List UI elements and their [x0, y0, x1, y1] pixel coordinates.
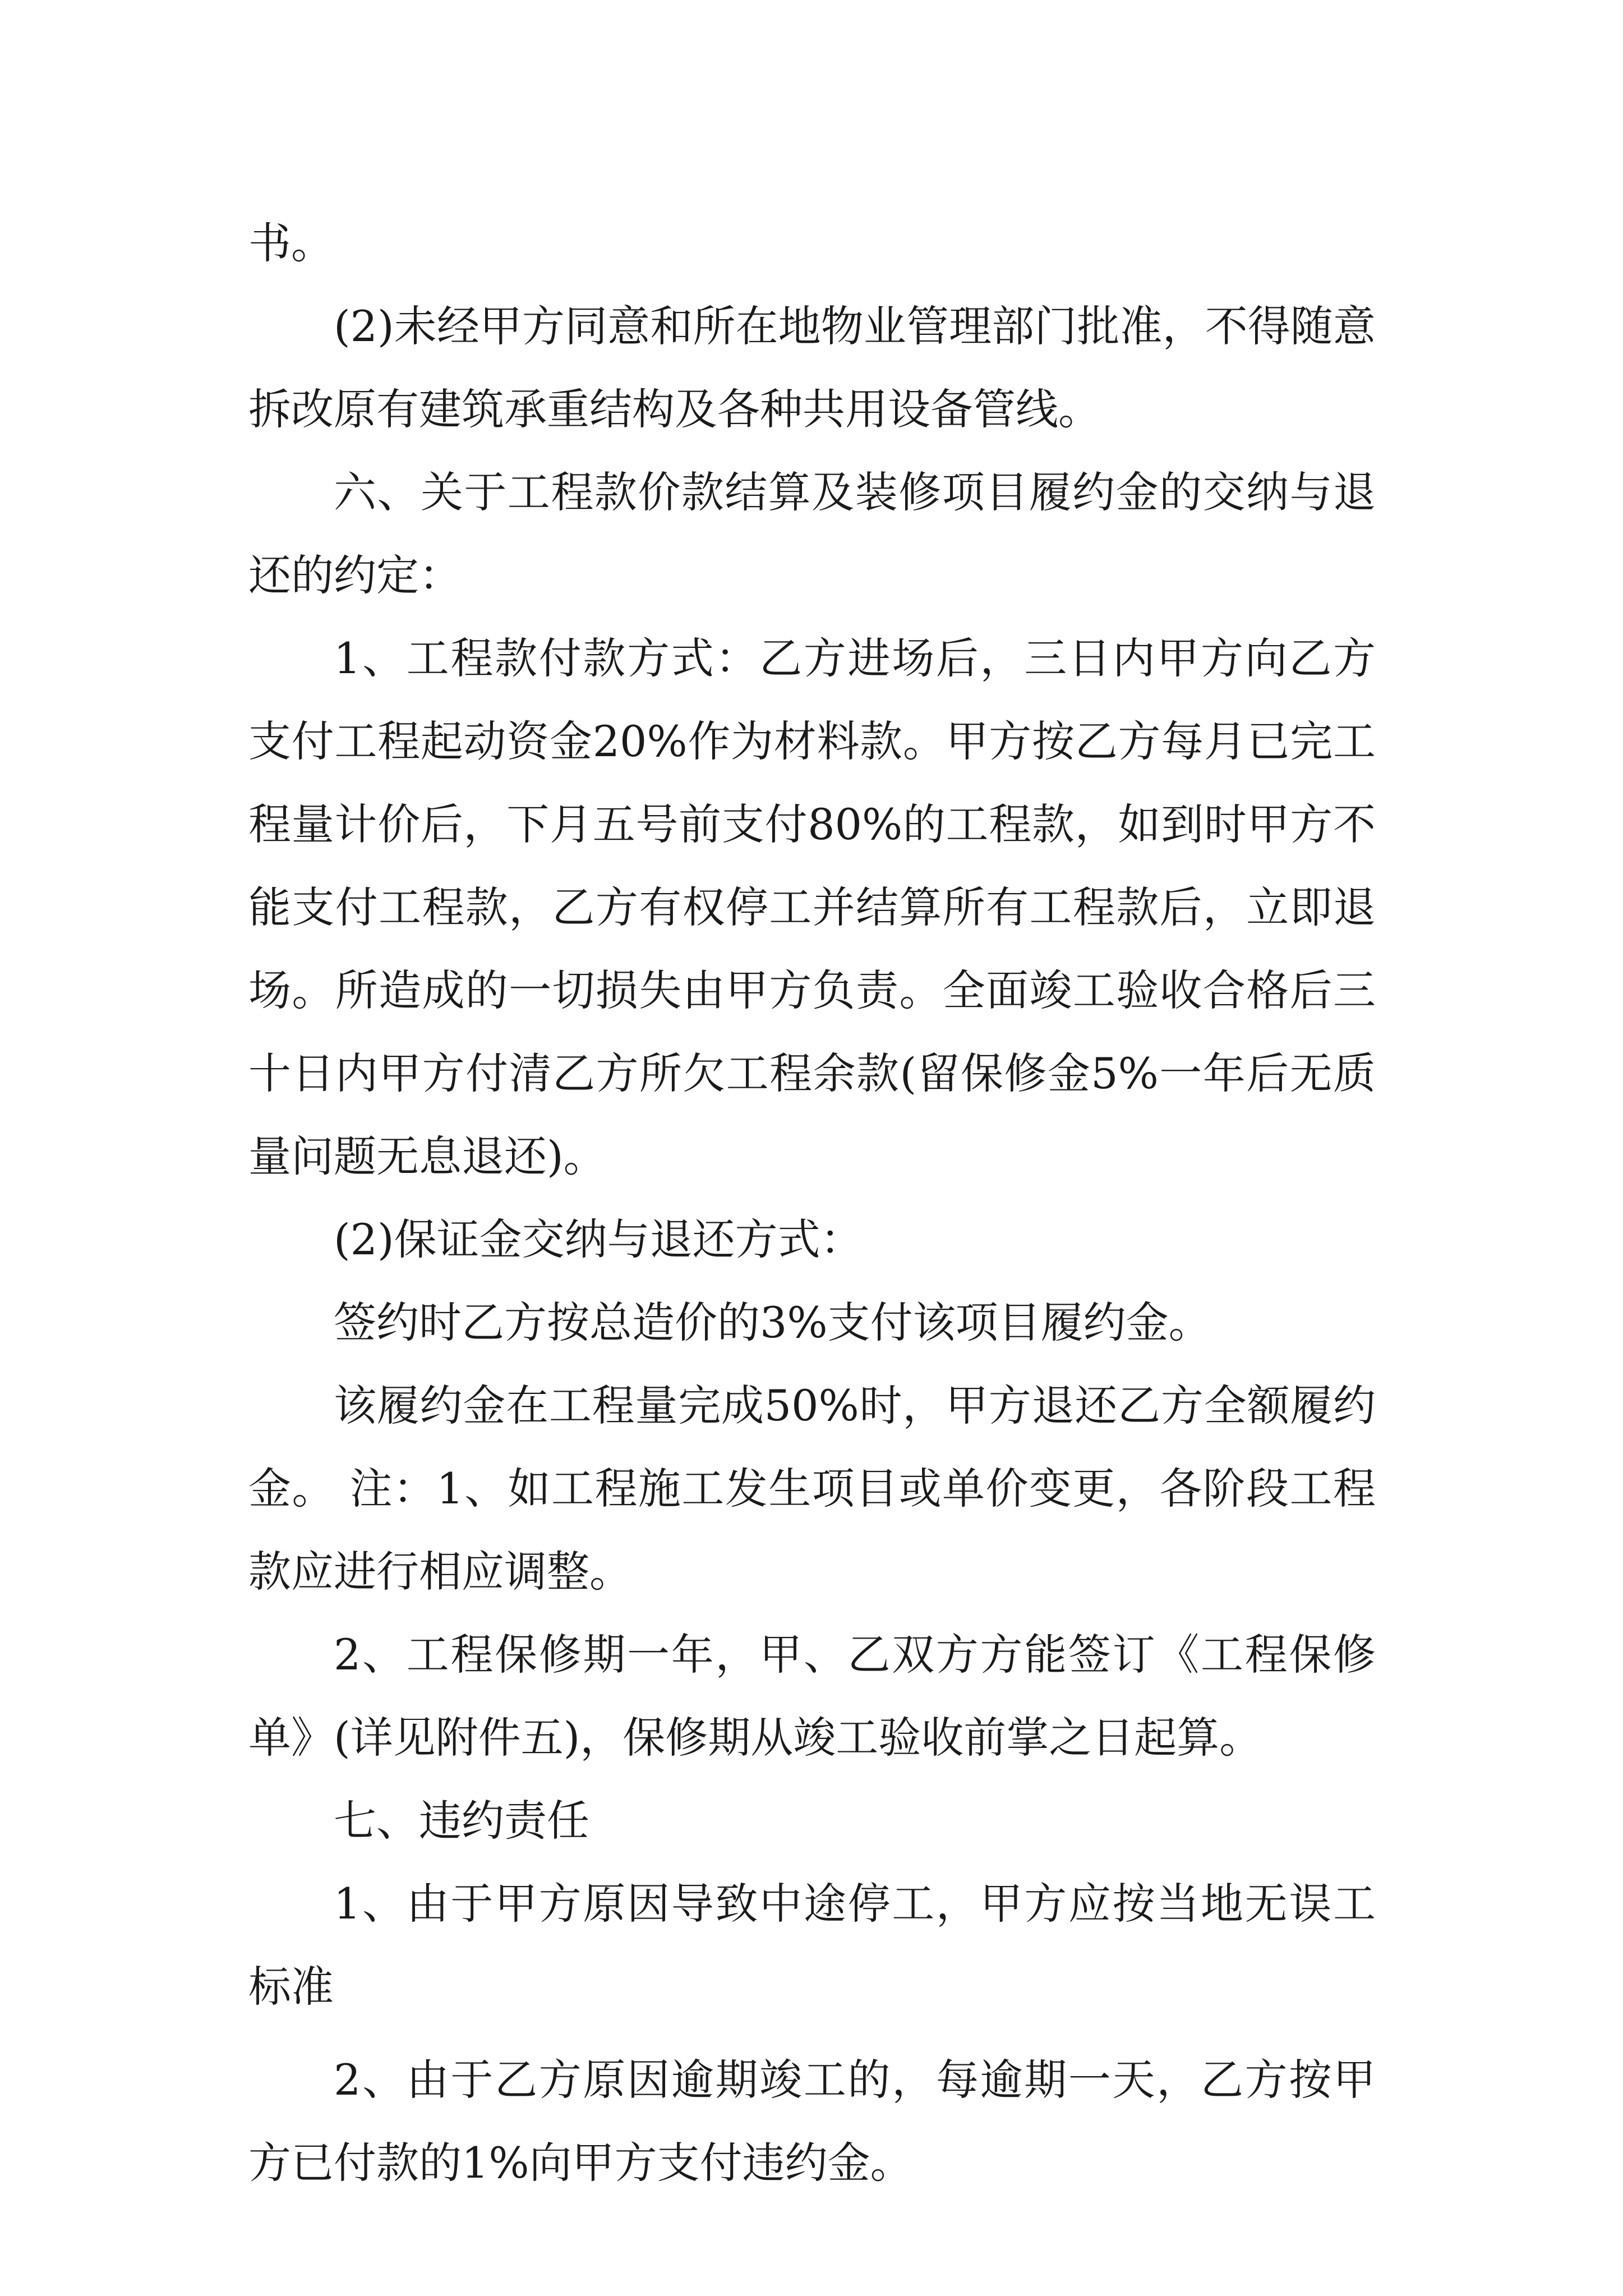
paragraph-party-b-breach: 2、由于乙方原因逾期竣工的，每逾期一天，乙方按甲方已付款的1%向甲方支付违约金。	[248, 2055, 1376, 2188]
paragraph-deposit-signing: 签约时乙方按总造价的3%支付该项目履约金。	[334, 1297, 1211, 1347]
paragraph-deposit-heading: (2)保证金交纳与退还方式：	[334, 1214, 863, 1264]
paragraph-payment-method: 1、工程款付款方式：乙方进场后，三日内甲方向乙方支付工程起动资金20%作为材料款。甲方按乙方每月已完工程量计价后，下月五号前支付80%的工程款，如到时甲方不能支付工程款，乙方有权停工并结算所有工程款后，立即退场。所造成的一切损失由甲方负责。全面竣工验收合格后三十日内甲方付清乙方所欠工程余款(留保修金5%一年后无质量问题无息退还)。	[248, 633, 1376, 1181]
paragraph-party-a-breach: 1、由于甲方原因导致中途停工，甲方应按当地无误工标准	[248, 1879, 1376, 2012]
paragraph-deposit-refund: 该履约金在工程量完成50%时，甲方退还乙方全额履约金。 注：1、如工程施工发生项目或单价变更，各阶段工程款应进行相应调整。	[248, 1381, 1376, 1596]
section-heading-six: 六、关于工程款价款结算及装修项目履约金的交纳与退还的约定：	[248, 467, 1376, 600]
document-body	[248, 202, 1376, 2205]
paragraph-spacer	[248, 2028, 1376, 2039]
paragraph-warranty: 2、工程保修期一年，甲、乙双方方能签订《工程保修单》(详见附件五)，保修期从竣工验收前掌之日起算。	[248, 1630, 1376, 1763]
section-heading-seven: 七、违约责任	[334, 1796, 589, 1846]
paragraph-clause-2-structure: (2)未经甲方同意和所在地物业管理部门批准，不得随意拆改原有建筑承重结构及各种共用设备管线。	[248, 301, 1376, 434]
paragraph-continuation: 书。	[248, 218, 334, 268]
